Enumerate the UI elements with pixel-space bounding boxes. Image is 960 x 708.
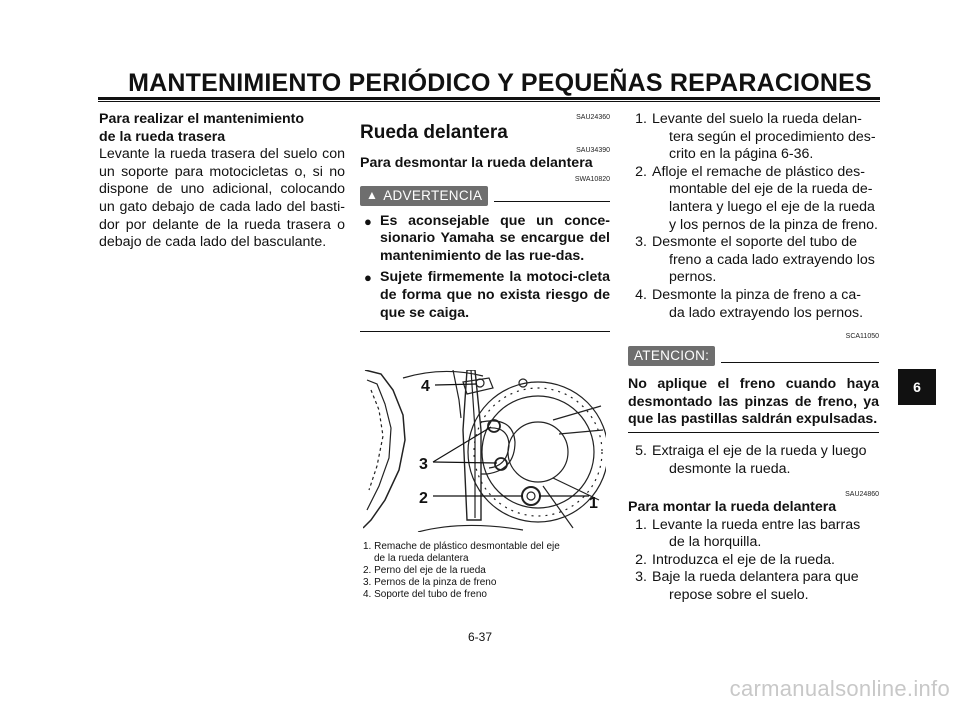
step-text-line: Desmonte la pinza de freno a ca- — [652, 286, 861, 303]
warning-bullet-text: Es aconsejable que un conce-sionario Yamaha se encargue del mantenimiento de las rue-das. — [380, 212, 610, 264]
watermark: carmanualsonline.info — [729, 676, 950, 701]
chapter-tab — [898, 369, 936, 405]
warning-rule — [494, 201, 610, 202]
warning-code: SWA10820 — [574, 175, 610, 183]
page-number: 6-37 — [467, 630, 493, 644]
front-wheel-drawing — [363, 370, 606, 532]
step-text-line: tera según el procedimiento des- — [669, 128, 876, 145]
step-text-line: Extraiga el eje de la rueda y luego — [652, 442, 867, 459]
figure-label-1: 1 — [589, 495, 598, 512]
warning-badge — [360, 186, 488, 206]
step-number: 3. — [635, 569, 647, 586]
step-text-line: Afloje el remache de plástico des- — [652, 163, 865, 180]
caution-label: ATENCION: — [634, 348, 710, 364]
warning-label: ADVERTENCIA — [383, 187, 483, 203]
remove-steps-list — [628, 111, 879, 322]
step-item — [628, 287, 879, 322]
column-front-wheel — [360, 111, 610, 332]
step-item — [628, 517, 879, 552]
caution-text: No aplique el freno cuando haya desmontado las pinzas de freno, ya que las pastillas saldrán expulsadas. — [628, 376, 879, 428]
column-procedure — [628, 111, 879, 605]
step-item — [628, 569, 879, 604]
figure-label-2: 2 — [419, 490, 428, 507]
caption-line: 3. Pernos de la pinza de freno — [363, 577, 497, 588]
step-text-line: y los pernos de la pinza de freno. — [669, 216, 879, 233]
page-header-title: MANTENIMIENTO PERIÓDICO Y PEQUEÑAS REPARACIONES — [128, 69, 872, 97]
step-item — [628, 552, 879, 570]
caution-rule — [721, 362, 879, 363]
header-rule — [98, 97, 880, 100]
warning-end-rule — [360, 331, 610, 332]
step-number: 4. — [635, 286, 647, 303]
step-text-line: repose sobre el suelo. — [669, 587, 809, 604]
caution-code: SCA11050 — [845, 333, 879, 341]
step-item — [628, 111, 879, 164]
header-rule-thin — [98, 101, 880, 102]
step-number: 1. — [635, 111, 647, 127]
step-number: 5. — [635, 442, 647, 459]
front-wheel-illustration — [363, 370, 606, 532]
mount-code: SAU24860 — [845, 491, 879, 499]
bullet-dot-icon: ● — [364, 213, 372, 229]
step-text-line: montable del eje de la rueda de- — [669, 181, 873, 198]
step-text — [652, 517, 879, 552]
step-number: 2. — [635, 551, 647, 568]
step-text-line: Baje la rueda delantera para que — [652, 569, 859, 586]
step-text-line: Desmonte el soporte del tubo de — [652, 234, 858, 251]
step-number: 2. — [635, 163, 647, 180]
chapter-number: 6 — [913, 379, 921, 395]
figure-caption — [363, 541, 613, 601]
caption-line: 1. Remache de plástico desmontable del eje — [363, 541, 560, 552]
step-text-line: desmonte la rueda. — [669, 460, 791, 477]
warning-header — [360, 186, 610, 206]
step-text-line: crito en la página 6-36. — [669, 146, 814, 163]
section-title: Rueda delantera — [360, 122, 508, 143]
figure-label-3: 3 — [419, 456, 428, 473]
caption-line: de la rueda delantera — [374, 553, 469, 564]
step-text — [652, 569, 879, 604]
step-text-line: pernos. — [669, 269, 717, 286]
step-text — [652, 552, 879, 570]
step-number: 1. — [635, 516, 647, 533]
caution-end-rule — [628, 432, 879, 433]
rear-wheel-paragraph: Levante la rueda trasera del suelo con un soporte para motocicletas o, si no dispone de uno adicional, colocando un gato debajo de cada lado del basti-dor por delante de la rueda trasera o debajo de cada lado del basculante. — [99, 146, 345, 251]
step-item — [628, 234, 879, 287]
warning-bullet-text: Sujete firmemente la motoci-cleta de forma que no exista riesgo de que se caiga. — [380, 269, 610, 321]
subsection-code: SAU34390 — [576, 147, 610, 154]
warning-triangle-icon: ▲ — [366, 187, 379, 202]
column-rear-wheel — [99, 111, 345, 252]
step-text — [652, 287, 879, 322]
rear-wheel-heading-line2: de la rueda trasera — [99, 128, 226, 145]
step-text-line: Levante del suelo la rueda delan- — [652, 111, 862, 127]
step-text — [652, 111, 879, 164]
step-text-line: Levante la rueda entre las barras — [652, 516, 861, 533]
step-item — [628, 443, 879, 478]
caption-line: 4. Soporte del tubo de freno — [363, 589, 487, 600]
step-item — [628, 164, 879, 234]
section-code: SAU24360 — [576, 114, 610, 121]
caption-line: 2. Perno del eje de la rueda — [363, 565, 486, 576]
caution-header — [628, 346, 879, 366]
mount-front-wheel-heading: Para montar la rueda delantera — [628, 499, 837, 516]
step-text-line: de la horquilla. — [669, 534, 762, 551]
remove-step-5 — [628, 443, 879, 478]
warning-bullet — [360, 269, 610, 322]
mount-steps-list — [628, 517, 879, 605]
step-text-line: freno a cada lado extrayendo los — [669, 251, 875, 268]
step-text — [652, 234, 879, 287]
bullet-dot-icon: ● — [364, 270, 372, 286]
figure-label-4: 4 — [421, 378, 430, 395]
remove-front-wheel-heading: Para desmontar la rueda delantera — [360, 155, 593, 171]
step-text — [652, 164, 879, 234]
step-text-line: da lado extrayendo los pernos. — [669, 304, 864, 321]
step-text-line: Introduzca el eje de la rueda. — [652, 551, 835, 568]
rear-wheel-heading-line1: Para realizar el mantenimiento — [99, 111, 305, 127]
step-number: 3. — [635, 234, 647, 251]
warning-bullet — [360, 213, 610, 266]
step-text — [652, 443, 879, 478]
step-text-line: lantera y luego el eje de la rueda — [669, 198, 875, 215]
caution-badge — [628, 346, 715, 366]
